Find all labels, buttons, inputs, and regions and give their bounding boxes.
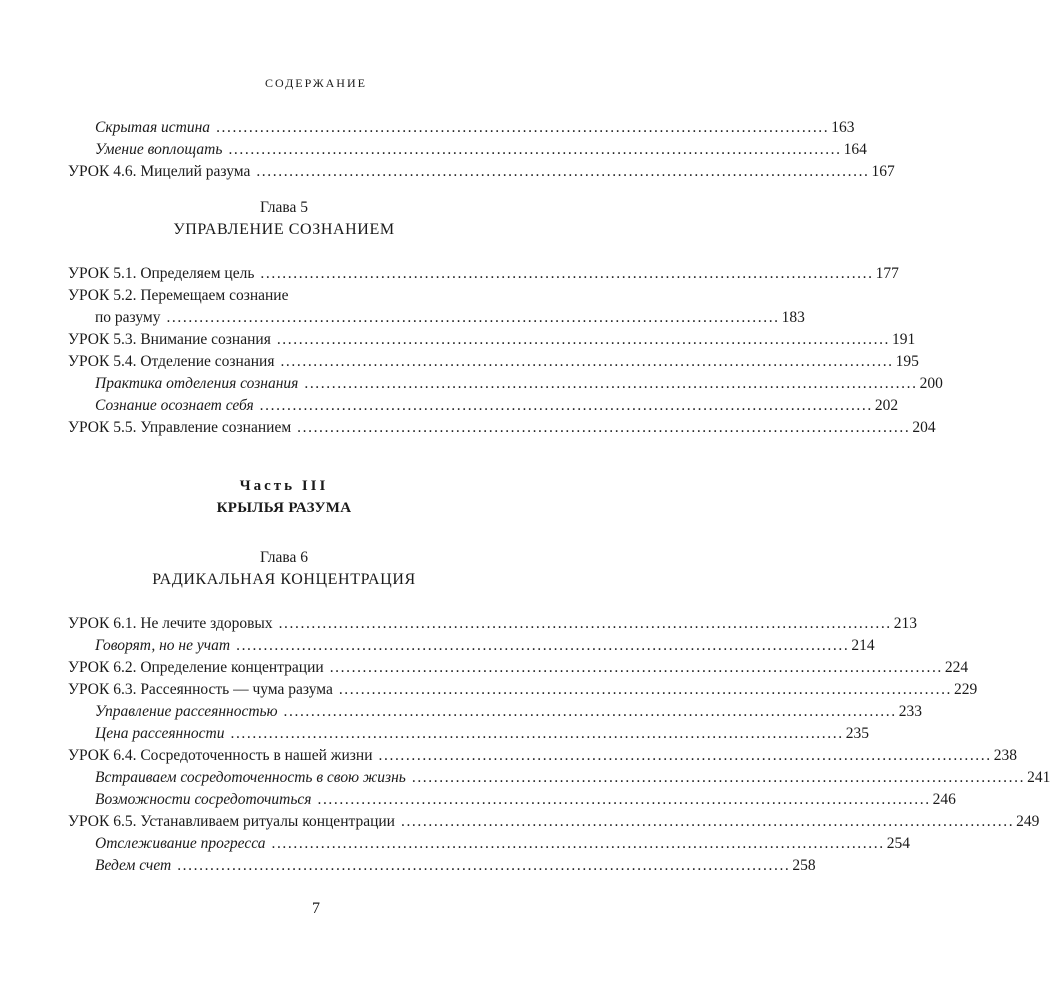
dot-leader: ................................................................................................................ [378, 747, 992, 764]
toc-entry-manage-distraction[interactable] [68, 701, 922, 723]
toc-entry-title: УРОК 6.1. Не лечите здоровых [68, 615, 273, 632]
toc-entry-lesson-6-5[interactable] [68, 811, 1040, 833]
dot-leader: ................................................................................................................ [329, 659, 943, 676]
toc-entry-page: 195 [895, 353, 919, 370]
toc-entry-lesson-5-1[interactable] [68, 263, 899, 285]
toc-entry-page: 258 [792, 857, 816, 874]
toc-entry-hidden-truth[interactable] [68, 117, 855, 139]
toc-entry-title: УРОК 5.1. Определяем цель [68, 265, 255, 282]
toc-entry-embody-skill[interactable] [68, 139, 867, 161]
toc-entry-lesson-5-2[interactable] [68, 285, 500, 307]
toc-entry-title: Сознание осознает себя [95, 397, 254, 414]
toc-entry-title: Ведем счет [95, 857, 172, 874]
dot-leader: ................................................................................................................ [278, 615, 892, 632]
toc-entry-title: УРОК 5.3. Внимание сознания [68, 331, 271, 348]
toc-entry-page: 163 [831, 119, 855, 136]
toc-entry-cost-distraction[interactable] [68, 723, 869, 745]
toc-entry-page: 246 [932, 791, 956, 808]
chapter-6-title: РАДИКАЛЬНАЯ КОНЦЕНТРАЦИЯ [152, 571, 416, 588]
toc-entry-page: 191 [892, 331, 916, 348]
page-number: 7 [312, 900, 320, 917]
toc-entry-title: УРОК 5.4. Отделение сознания [68, 353, 275, 370]
dot-leader: ................................................................................................................ [338, 681, 953, 698]
dot-leader: ................................................................................................................ [411, 769, 1026, 786]
toc-entry-track-progress[interactable] [68, 833, 910, 855]
chapter-5-title: УПРАВЛЕНИЕ СОЗНАНИЕМ [173, 221, 395, 238]
dot-leader: ................................................................................................................ [297, 419, 911, 436]
toc-entry-page: 238 [993, 747, 1017, 764]
toc-entry-page: 229 [954, 681, 978, 698]
toc-entry-page: 200 [919, 375, 943, 392]
toc-entry-page: 254 [886, 835, 910, 852]
toc-entry-title: УРОК 6.4. Сосредоточенность в нашей жизни [68, 747, 373, 764]
toc-entry-lesson-6-3[interactable] [68, 679, 978, 701]
chapter-6-label: Глава 6 [259, 549, 309, 566]
toc-entry-title: Практика отделения сознания [95, 375, 299, 392]
part-3-title: КРЫЛЬЯ РАЗУМА [216, 500, 352, 516]
running-header: СОДЕРЖАНИЕ [265, 76, 367, 90]
toc-entry-lesson-5-3[interactable] [68, 329, 916, 351]
toc-entry-page: 235 [845, 725, 869, 742]
toc-entry-page: 177 [875, 265, 899, 282]
dot-leader: ................................................................................................................ [317, 791, 931, 808]
part-3-label: Часть III [239, 478, 329, 494]
toc-entry-title: УРОК 5.2. Перемещаем сознание [68, 287, 289, 304]
toc-entry-title: УРОК 5.5. Управление сознанием [68, 419, 292, 436]
toc-entry-lesson-5-5[interactable] [68, 417, 936, 439]
toc-entry-self-aware[interactable] [68, 395, 899, 417]
dot-leader: ................................................................................................................ [228, 141, 842, 158]
toc-entry-lesson-5-4[interactable] [68, 351, 919, 373]
toc-entry-separation-practice[interactable] [68, 373, 943, 395]
dot-leader: ................................................................................................................ [260, 265, 874, 282]
toc-entry-lesson-6-1[interactable] [68, 613, 918, 635]
dot-leader: ................................................................................................................ [216, 119, 830, 136]
toc-entry-page: 164 [843, 141, 867, 158]
dot-leader: ................................................................................................................ [259, 397, 873, 414]
toc-entry-page: 167 [871, 163, 895, 180]
toc-entry-page: 204 [912, 419, 936, 436]
toc-entry-page: 183 [781, 309, 805, 326]
toc-entry-title: Отслеживание прогресса [95, 835, 266, 852]
toc-entry-title: по разуму [95, 309, 161, 326]
toc-entry-page: 241 [1027, 769, 1050, 786]
toc-entry-title: Умение воплощать [95, 141, 223, 158]
toc-entry-lesson-6-2[interactable] [68, 657, 969, 679]
chapter-5-label: Глава 5 [259, 199, 309, 216]
toc-entry-title: Управление рассеянностью [95, 703, 278, 720]
dot-leader: ................................................................................................................ [271, 835, 885, 852]
toc-entry-page: 202 [874, 397, 899, 414]
dot-leader: ................................................................................................................ [230, 725, 844, 742]
dot-leader: ................................................................................................................ [236, 637, 850, 654]
dot-leader: ................................................................................................................ [276, 331, 891, 348]
toc-entry-page: 213 [893, 615, 918, 632]
toc-entry-title: Цена рассеянности [95, 725, 225, 742]
toc-entry-title: Встраиваем сосредоточенность в свою жизнь [95, 769, 406, 786]
toc-entry-title: УРОК 6.5. Устанавливаем ритуалы концентрации [68, 813, 395, 830]
dot-leader: ................................................................................................................ [304, 375, 918, 392]
table-of-contents [68, 117, 1050, 877]
toc-entry-lesson-6-4[interactable] [68, 745, 1017, 767]
toc-entry-page: 224 [944, 659, 969, 676]
dot-leader: ................................................................................................................ [256, 163, 870, 180]
dot-leader: ................................................................................................................ [283, 703, 897, 720]
toc-entry-talk-not-teach[interactable] [68, 635, 875, 657]
toc-entry-page: 233 [898, 703, 922, 720]
toc-entry-title: Скрытая истина [95, 119, 211, 136]
toc-entry-focus-opportunities[interactable] [68, 789, 956, 811]
dot-leader: ................................................................................................................ [166, 309, 780, 326]
dot-leader: ................................................................................................................ [400, 813, 1015, 830]
dot-leader: ................................................................................................................ [177, 857, 791, 874]
toc-entry-lesson-4-6[interactable] [68, 161, 895, 183]
dot-leader: ................................................................................................................ [280, 353, 894, 370]
toc-entry-page: 214 [851, 637, 875, 654]
toc-entry-page: 249 [1016, 813, 1040, 830]
toc-entry-title: УРОК 6.2. Определение концентрации [68, 659, 324, 676]
toc-entry-lesson-5-2-continued[interactable] [68, 307, 805, 329]
toc-entry-title: УРОК 4.6. Мицелий разума [68, 163, 251, 180]
toc-entry-title: УРОК 6.3. Рассеянность — чума разума [68, 681, 333, 698]
toc-entry-title: Говорят, но не учат [95, 637, 231, 654]
toc-entry-embed-focus[interactable] [68, 767, 1050, 789]
toc-entry-keep-score[interactable] [68, 855, 816, 877]
toc-entry-title: Возможности сосредоточиться [95, 791, 312, 808]
